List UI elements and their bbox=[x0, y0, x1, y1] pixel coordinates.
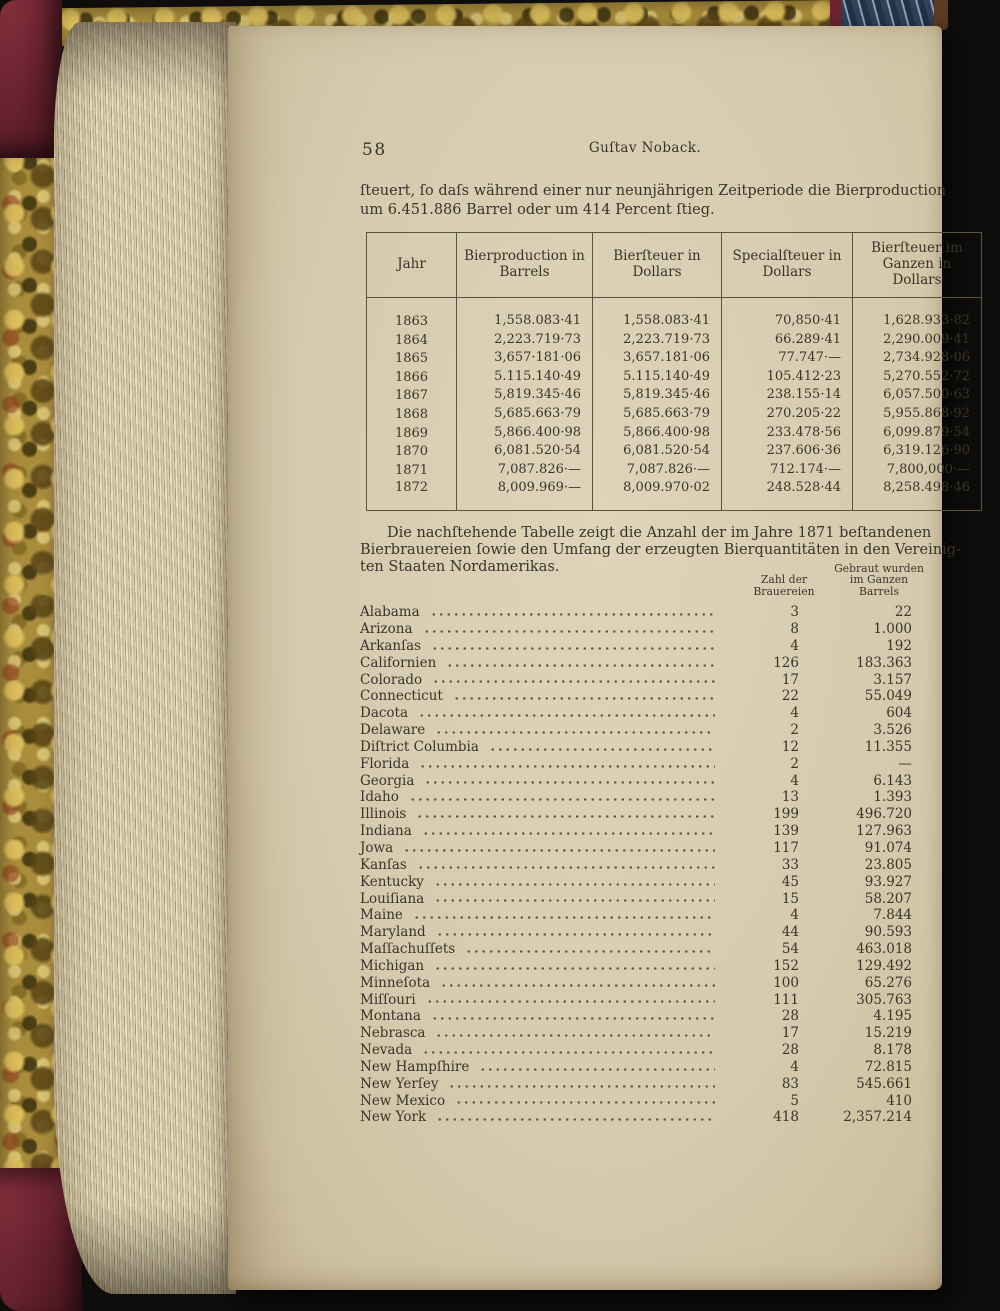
tax-table-row bbox=[367, 480, 982, 510]
state-row bbox=[360, 773, 930, 790]
col-header-bierproduction: Bierproduction in Barrels bbox=[457, 233, 593, 298]
dotted-leader bbox=[434, 896, 715, 904]
cell-jahr: 1870 bbox=[367, 443, 457, 462]
barrels-count: 127.963 bbox=[856, 823, 912, 840]
state-name: Diſtrict Columbia bbox=[360, 738, 479, 755]
breweries-count: 111 bbox=[773, 991, 799, 1008]
intro-paragraph bbox=[360, 182, 947, 220]
tax-table-row bbox=[367, 298, 982, 332]
barrels-count: 22 bbox=[894, 604, 912, 621]
state-row bbox=[360, 1076, 930, 1093]
cell-biersteuer: 8,009.970·02 bbox=[593, 480, 722, 510]
cell-biersteuer-ganzen: 2,290.009·41 bbox=[853, 332, 982, 351]
state-row bbox=[360, 739, 930, 756]
state-row bbox=[360, 621, 930, 638]
breweries-count: 13 bbox=[781, 789, 799, 806]
cell-specialsteuer: 248.528·44 bbox=[722, 480, 853, 510]
cell-bierproduction: 6,081.520·54 bbox=[457, 443, 593, 462]
col-header-biersteuer-ganzen: Bierſteuer im Ganzen in Dollars bbox=[853, 233, 982, 298]
text-block bbox=[360, 140, 970, 1126]
beer-tax-table-header bbox=[367, 233, 982, 298]
state-name: New Mexico bbox=[360, 1092, 446, 1109]
barrels-count: 15.219 bbox=[864, 1025, 912, 1042]
cell-biersteuer-ganzen: 8,258.498·46 bbox=[853, 480, 982, 510]
barrels-count: 72.815 bbox=[864, 1058, 912, 1075]
state-row bbox=[360, 672, 930, 689]
cell-bierproduction: 1,558.083·41 bbox=[457, 298, 593, 332]
breweries-count: 15 bbox=[781, 890, 799, 907]
state-row bbox=[360, 1059, 930, 1076]
paragraph-line: Die nachſtehende Tabelle zeigt die Anzahl der im Jahre 1871 beſtandenen bbox=[387, 524, 932, 541]
breweries-count: 117 bbox=[773, 839, 799, 856]
state-row bbox=[360, 840, 930, 857]
breweries-count: 12 bbox=[781, 738, 799, 755]
header-line: Brauereien bbox=[753, 584, 815, 598]
breweries-count: 126 bbox=[773, 654, 799, 671]
barrels-count: 65.276 bbox=[864, 974, 912, 991]
header-line: im Ganzen bbox=[849, 573, 909, 587]
cell-bierproduction: 2,223.719·73 bbox=[457, 332, 593, 351]
breweries-count: 44 bbox=[781, 924, 799, 941]
barrels-count: 3.526 bbox=[873, 722, 912, 739]
dotted-leader bbox=[446, 661, 715, 669]
dotted-leader bbox=[453, 694, 715, 702]
cell-biersteuer: 3,657.181·06 bbox=[593, 350, 722, 369]
breweries-count: 28 bbox=[781, 1008, 799, 1025]
state-name: Illinois bbox=[360, 806, 407, 823]
breweries-count: 54 bbox=[781, 941, 799, 958]
state-row bbox=[360, 1093, 930, 1110]
breweries-count: 22 bbox=[781, 688, 799, 705]
beer-tax-table-body bbox=[367, 298, 982, 511]
cell-bierproduction: 3,657·181·06 bbox=[457, 350, 593, 369]
cell-biersteuer: 6,081.520·54 bbox=[593, 443, 722, 462]
breweries-count: 8 bbox=[790, 621, 799, 637]
cell-jahr: 1866 bbox=[367, 369, 457, 388]
col-header-specialsteuer: Specialſteuer in Dollars bbox=[722, 233, 853, 298]
cell-bierproduction: 7,087.826·— bbox=[457, 462, 593, 481]
barrels-count: 192 bbox=[886, 637, 912, 654]
state-row bbox=[360, 655, 930, 672]
state-name: Miſſouri bbox=[360, 991, 416, 1008]
paragraph-line: um 6.451.886 Barrel oder um 414 Percent ſtieg. bbox=[360, 202, 715, 218]
state-name: Louiſiana bbox=[360, 890, 425, 907]
running-title: Guſtav Noback. bbox=[588, 140, 702, 156]
state-name: Delaware bbox=[360, 722, 426, 739]
tax-table-row bbox=[367, 387, 982, 406]
breweries-count: 152 bbox=[773, 957, 799, 974]
state-name: Kentucky bbox=[360, 873, 424, 890]
state-name: Nebrasca bbox=[360, 1025, 426, 1042]
dotted-leader bbox=[448, 1082, 715, 1090]
barrels-count: 604 bbox=[886, 705, 912, 722]
breweries-count: 418 bbox=[773, 1109, 799, 1126]
cell-biersteuer: 2,223.719·73 bbox=[593, 332, 722, 351]
state-name: Maine bbox=[360, 907, 403, 924]
state-name: New Hampſhire bbox=[360, 1058, 470, 1075]
breweries-column-header bbox=[749, 574, 819, 597]
breweries-count: 83 bbox=[781, 1075, 799, 1092]
state-name: Alabama bbox=[360, 604, 420, 621]
dotted-leader bbox=[435, 1031, 715, 1039]
paragraph-line: Bierbrauereien ſowie den Umfang der erzeugten Bierquantitäten in den Vereinig- bbox=[360, 541, 961, 558]
paragraph-line: ten Staaten Nordamerikas. bbox=[360, 558, 560, 575]
state-row bbox=[360, 806, 930, 823]
barrels-count: 55.049 bbox=[864, 688, 912, 705]
barrels-count: 11.355 bbox=[864, 738, 912, 755]
state-row bbox=[360, 722, 930, 739]
barrels-count: 1.000 bbox=[873, 621, 912, 637]
state-row bbox=[360, 604, 930, 621]
dotted-leader bbox=[422, 829, 715, 837]
barrels-count: 23.805 bbox=[864, 856, 912, 873]
barrels-count: 183.363 bbox=[856, 654, 912, 671]
state-row bbox=[360, 907, 930, 924]
dotted-leader bbox=[440, 981, 715, 989]
state-row bbox=[360, 638, 930, 655]
state-name: New York bbox=[360, 1109, 427, 1126]
barrels-count: 129.492 bbox=[856, 957, 912, 974]
cell-jahr: 1867 bbox=[367, 387, 457, 406]
state-name: Idaho bbox=[360, 789, 399, 806]
header-line: Gebraut wurden bbox=[834, 561, 924, 575]
cell-biersteuer: 5,685.663·79 bbox=[593, 406, 722, 425]
cell-jahr: 1864 bbox=[367, 332, 457, 351]
breweries-count: 2 bbox=[790, 755, 799, 772]
breweries-count: 45 bbox=[781, 873, 799, 890]
dotted-leader bbox=[489, 745, 715, 753]
state-name: Maryland bbox=[360, 924, 426, 941]
dotted-leader bbox=[435, 728, 715, 736]
dotted-leader bbox=[422, 1048, 715, 1056]
dotted-leader bbox=[416, 812, 715, 820]
breweries-count: 139 bbox=[773, 823, 799, 840]
cell-specialsteuer: 77.747·— bbox=[722, 350, 853, 369]
cell-biersteuer: 7,087.826·— bbox=[593, 462, 722, 481]
dotted-leader bbox=[409, 795, 715, 803]
breweries-count: 28 bbox=[781, 1042, 799, 1059]
cell-biersteuer: 5,866.400·98 bbox=[593, 425, 722, 444]
barrels-count: 93.927 bbox=[864, 873, 912, 890]
dotted-leader bbox=[403, 846, 715, 854]
cell-biersteuer-ganzen: 1,628.933·82 bbox=[853, 298, 982, 332]
state-row bbox=[360, 1109, 930, 1126]
dotted-leader bbox=[432, 677, 715, 685]
barrels-count: 410 bbox=[886, 1092, 912, 1109]
tax-table-row bbox=[367, 425, 982, 444]
dotted-leader bbox=[465, 947, 715, 955]
dotted-leader bbox=[417, 863, 715, 871]
dotted-leader bbox=[423, 627, 715, 635]
tax-table-row bbox=[367, 350, 982, 369]
col-header-jahr: Jahr bbox=[367, 233, 457, 298]
state-name: Georgia bbox=[360, 772, 415, 789]
tax-table-row bbox=[367, 462, 982, 481]
state-row bbox=[360, 975, 930, 992]
dotted-leader bbox=[436, 930, 715, 938]
breweries-count: 4 bbox=[790, 772, 799, 789]
dotted-leader bbox=[413, 913, 715, 921]
cell-specialsteuer: 70,850·41 bbox=[722, 298, 853, 332]
tax-table-row bbox=[367, 406, 982, 425]
cell-jahr: 1871 bbox=[367, 462, 457, 481]
state-row bbox=[360, 857, 930, 874]
breweries-count: 33 bbox=[781, 856, 799, 873]
barrels-count: 3.157 bbox=[873, 671, 912, 688]
book-page bbox=[228, 26, 970, 1290]
state-row bbox=[360, 1025, 930, 1042]
state-row bbox=[360, 874, 930, 891]
state-row bbox=[360, 1008, 930, 1025]
cell-bierproduction: 8,009.969·— bbox=[457, 480, 593, 510]
cell-jahr: 1872 bbox=[367, 480, 457, 510]
barrels-count: 7.844 bbox=[873, 907, 912, 924]
cell-jahr: 1869 bbox=[367, 425, 457, 444]
cell-jahr: 1868 bbox=[367, 406, 457, 425]
cell-biersteuer: 5,819.345·46 bbox=[593, 387, 722, 406]
book-cover-marbled-board bbox=[0, 150, 60, 1180]
breweries-count: 4 bbox=[790, 907, 799, 924]
state-row bbox=[360, 958, 930, 975]
state-name: Kanſas bbox=[360, 856, 407, 873]
state-name: Michigan bbox=[360, 957, 425, 974]
cell-biersteuer-ganzen: 6,099.879·54 bbox=[853, 425, 982, 444]
state-name: Minneſota bbox=[360, 974, 431, 991]
cell-jahr: 1865 bbox=[367, 350, 457, 369]
dotted-leader bbox=[418, 711, 715, 719]
dotted-leader bbox=[430, 610, 715, 618]
beer-tax-table bbox=[366, 232, 982, 511]
tax-table-row bbox=[367, 369, 982, 388]
barrels-count: 496.720 bbox=[856, 806, 912, 823]
barrels-count: 91.074 bbox=[864, 839, 912, 856]
state-name: Indiana bbox=[360, 823, 412, 840]
barrels-count: 545.661 bbox=[856, 1075, 912, 1092]
breweries-count: 100 bbox=[773, 974, 799, 991]
dotted-leader bbox=[434, 964, 715, 972]
book-spine-top bbox=[0, 0, 62, 158]
cell-bierproduction: 5.115.140·49 bbox=[457, 369, 593, 388]
state-name: Maſſachuſſets bbox=[360, 941, 456, 958]
tax-table-row bbox=[367, 332, 982, 351]
page-number: 58 bbox=[362, 140, 387, 160]
barrels-count: 90.593 bbox=[864, 924, 912, 941]
breweries-count: 3 bbox=[790, 604, 799, 621]
cell-specialsteuer: 105.412·23 bbox=[722, 369, 853, 388]
cell-specialsteuer: 270.205·22 bbox=[722, 406, 853, 425]
state-name: Jowa bbox=[360, 839, 394, 856]
barrels-count: 463.018 bbox=[856, 941, 912, 958]
barrels-count: 305.763 bbox=[856, 991, 912, 1008]
state-row bbox=[360, 992, 930, 1009]
breweries-count: 4 bbox=[790, 1058, 799, 1075]
state-name: Dacota bbox=[360, 705, 409, 722]
cell-biersteuer-ganzen: 5,270.552·72 bbox=[853, 369, 982, 388]
cell-specialsteuer: 66.289·41 bbox=[722, 332, 853, 351]
state-row bbox=[360, 891, 930, 908]
state-name: Arkanſas bbox=[360, 637, 422, 654]
tax-table-row bbox=[367, 443, 982, 462]
col-header-biersteuer: Bierſteuer in Dollars bbox=[593, 233, 722, 298]
barrels-column-header bbox=[829, 563, 929, 597]
breweries-count: 17 bbox=[781, 1025, 799, 1042]
state-row bbox=[360, 688, 930, 705]
barrels-count: 4.195 bbox=[873, 1008, 912, 1025]
breweries-count: 4 bbox=[790, 705, 799, 722]
dotted-leader bbox=[431, 1014, 715, 1022]
barrels-count: 1.393 bbox=[873, 789, 912, 806]
dotted-leader bbox=[424, 778, 715, 786]
cell-biersteuer-ganzen: 2,734.928·06 bbox=[853, 350, 982, 369]
dotted-leader bbox=[436, 1115, 715, 1123]
cell-biersteuer-ganzen: 5,955.868·92 bbox=[853, 406, 982, 425]
state-name: Montana bbox=[360, 1008, 421, 1025]
state-name: Nevada bbox=[360, 1042, 413, 1059]
cell-biersteuer: 5.115.140·49 bbox=[593, 369, 722, 388]
state-name: Colorado bbox=[360, 671, 423, 688]
header-line: Barrels bbox=[858, 584, 900, 598]
cell-specialsteuer: 237.606·36 bbox=[722, 443, 853, 462]
cell-biersteuer: 1,558.083·41 bbox=[593, 298, 722, 332]
state-row bbox=[360, 924, 930, 941]
dotted-leader bbox=[426, 997, 715, 1005]
cell-biersteuer-ganzen: 6,057.500·63 bbox=[853, 387, 982, 406]
cell-specialsteuer: 233.478·56 bbox=[722, 425, 853, 444]
breweries-count: 17 bbox=[781, 671, 799, 688]
cell-biersteuer-ganzen: 7,800,000·— bbox=[853, 462, 982, 481]
breweries-count: 2 bbox=[790, 722, 799, 739]
barrels-count: — bbox=[898, 755, 912, 772]
state-row bbox=[360, 941, 930, 958]
dotted-leader bbox=[419, 762, 715, 770]
state-list bbox=[360, 604, 930, 1126]
state-row bbox=[360, 756, 930, 773]
cell-specialsteuer: 712.174·— bbox=[722, 462, 853, 481]
state-name: Arizona bbox=[360, 621, 413, 637]
barrels-count: 58.207 bbox=[864, 890, 912, 907]
state-row bbox=[360, 789, 930, 806]
state-name: Californien bbox=[360, 654, 437, 671]
barrels-count: 2,357.214 bbox=[843, 1109, 912, 1126]
cell-specialsteuer: 238.155·14 bbox=[722, 387, 853, 406]
breweries-count: 4 bbox=[790, 637, 799, 654]
state-name: New Yerſey bbox=[360, 1075, 439, 1092]
dotted-leader bbox=[479, 1065, 715, 1073]
state-row bbox=[360, 823, 930, 840]
state-row bbox=[360, 705, 930, 722]
state-row bbox=[360, 1042, 930, 1059]
breweries-count: 5 bbox=[790, 1092, 799, 1109]
breweries-count: 199 bbox=[773, 806, 799, 823]
paragraph-line: ſteuert, ſo daſs während einer nur neunjährigen Zeitperiode die Bierproduction bbox=[360, 183, 947, 199]
cell-bierproduction: 5,866.400·98 bbox=[457, 425, 593, 444]
dotted-leader bbox=[434, 880, 715, 888]
page-header bbox=[360, 140, 930, 160]
cell-biersteuer-ganzen: 6,319.126·90 bbox=[853, 443, 982, 462]
header-line: Zahl der bbox=[760, 573, 808, 587]
dotted-leader bbox=[455, 1098, 715, 1106]
state-name: Florida bbox=[360, 755, 410, 772]
dotted-leader bbox=[431, 644, 715, 652]
state-name: Connecticut bbox=[360, 688, 443, 705]
cell-bierproduction: 5,685.663·79 bbox=[457, 406, 593, 425]
cell-bierproduction: 5,819.345·46 bbox=[457, 387, 593, 406]
barrels-count: 8.178 bbox=[873, 1042, 912, 1059]
barrels-count: 6.143 bbox=[873, 772, 912, 789]
cell-jahr: 1863 bbox=[367, 298, 457, 332]
page-stack-fore-edge bbox=[54, 22, 236, 1294]
